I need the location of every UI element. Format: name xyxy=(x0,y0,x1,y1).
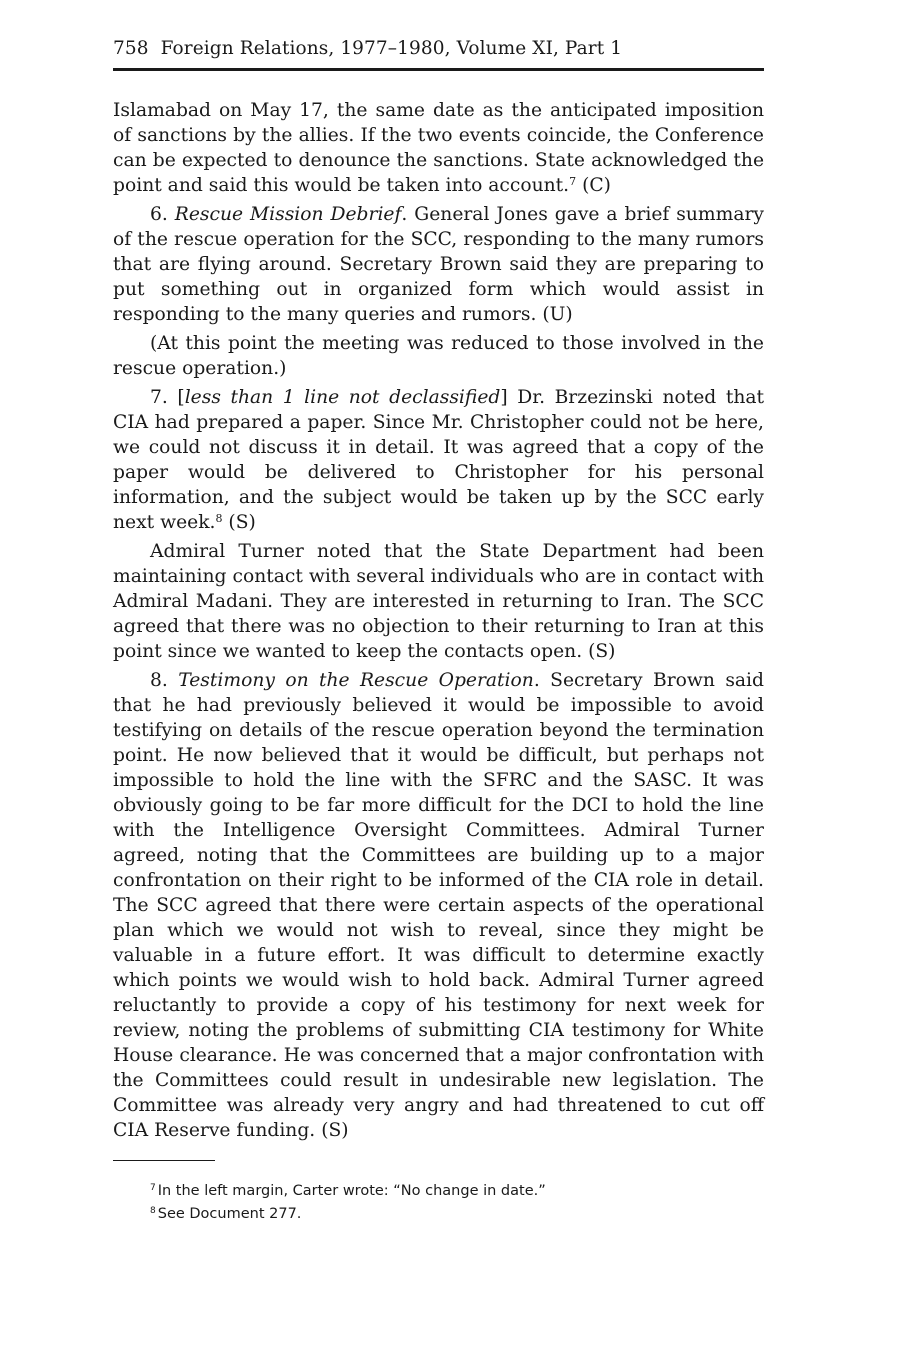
document-page xyxy=(113,36,764,1147)
footnote-7 xyxy=(113,1180,764,1203)
paragraph-text: Admiral Turner noted that the State Department had been maintaining contact with several individuals who are in contact with Admiral Madani. They are interested in returning to Iran. The SCC agreed that there was no objection to their returning to Iran at this point since we wanted to keep the contacts open. (S) xyxy=(113,541,764,662)
paragraph-rescue-mission-debrief xyxy=(113,202,764,327)
paragraph-text: (At this point the meeting was reduced to those involved in the rescue operation.) xyxy=(113,333,764,379)
footnote-text: See Document 277. xyxy=(157,1206,302,1222)
item-number: 7. [ xyxy=(150,387,185,408)
paragraph-text: Islamabad on May 17, the same date as the anticipated imposition of sanctions by the allies. If the two events coincide, the Conference can be expected to denounce the sanctions. State acknowledged the point and said this would be taken into account. xyxy=(113,100,764,196)
header-rule xyxy=(113,68,764,71)
page-number: 758 xyxy=(113,38,149,59)
paragraph-text: . General Jones gave a brief summary of the rescue operation for the SCC, responding to the many rumors that are flying around. Secretary Brown said they are preparing to put something out in organized form which would assist in responding to the many queries and rumors. (U) xyxy=(113,204,764,325)
item-heading: Testimony on the Rescue Operation xyxy=(178,670,534,691)
paragraph-madani-contacts xyxy=(113,539,764,664)
paragraph-text: . Secretary Brown said that he had previously believed it would be impossible to avoid testifying on details of the rescue operation beyond the termination point. He now believed that it would be difficult, but perhaps not impossible to hold the line with the SFRC and the SASC. It was obviously going to be far more difficult for the DCI to hold the line with the Intelligence Oversight Committees. Admiral Turner agreed, noting that the Committees are building up to a major confrontation on their right to be informed of the CIA role in detail. The SCC agreed that there were certain aspects of the operational plan which we would not wish to reveal, since they might be valuable in a future effort. It was difficult to determine exactly which points we would wish to hold back. Admiral Turner agreed reluctantly to provide a copy of his testimony for next week for review, noting the problems of submitting CIA testimony for White House clearance. He was concerned that a major confrontation with the Committees could result in undesirable new legislation. The Committee was already very angry and had threatened to cut off CIA Reserve funding. (S) xyxy=(113,670,764,1141)
classification-marking: (S) xyxy=(222,512,256,533)
paragraph-continued xyxy=(113,98,764,198)
volume-title: Foreign Relations, 1977–1980, Volume XI, Part 1 xyxy=(160,38,623,59)
body-text xyxy=(113,98,764,1143)
footnote-text: In the left margin, Carter wrote: “No change in date.” xyxy=(157,1183,546,1199)
item-number: 6. xyxy=(150,204,175,225)
item-number: 8. xyxy=(150,670,179,691)
paragraph-testimony xyxy=(113,668,764,1143)
item-heading: Rescue Mission Debrief xyxy=(174,204,402,225)
footnote-ref-7: 7 xyxy=(569,175,577,188)
running-head xyxy=(113,36,764,62)
paragraph-cia-paper xyxy=(113,385,764,535)
footnote-ref-8: 8 xyxy=(215,512,223,525)
paragraph-meeting-reduced xyxy=(113,331,764,381)
footnote-rule xyxy=(113,1160,215,1161)
footnote-8 xyxy=(113,1203,764,1226)
footnotes xyxy=(113,1180,764,1226)
paragraph-text: ] Dr. Brzezinski noted that CIA had prepared a paper. Since Mr. Christopher could not be here, we could not discuss it in detail. It was agreed that a copy of the paper would be delivered to Christopher for his personal information, and the subject would be taken up by the SCC early next week. xyxy=(113,387,765,533)
footnote-marker: 8 xyxy=(150,1206,156,1216)
footnote-marker: 7 xyxy=(150,1183,156,1193)
declassification-note: less than 1 line not declassified xyxy=(184,387,501,408)
classification-marking: (C) xyxy=(576,175,611,196)
